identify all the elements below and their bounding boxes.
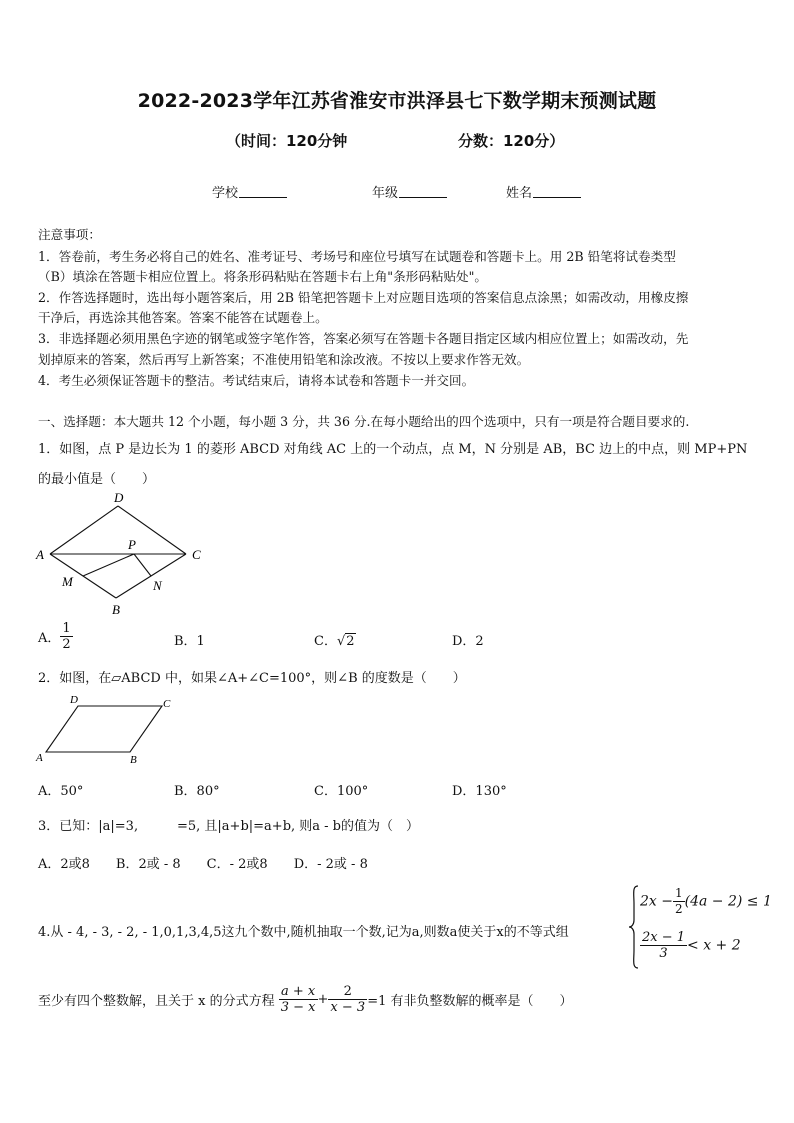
name-label: 姓名 <box>506 186 533 201</box>
q1-option-a-numerator: 1 <box>62 621 71 636</box>
q1-label-m: M <box>62 574 73 589</box>
q4-ineq2-fraction <box>640 930 687 961</box>
q1-label-a: A <box>36 547 44 562</box>
name-blank[interactable] <box>533 185 581 198</box>
note-line: 3．非选择题必须用黑色字迹的钢笔或签字笔作答，答案必须写在答题卡各题目指定区域内相应位置上；如需改动，先 <box>38 331 689 346</box>
q4-inequality-2 <box>640 930 741 961</box>
name-field <box>506 182 581 201</box>
q4-ineq1-right: (4a − 2) ≤ 1 <box>684 893 772 910</box>
q2-label-c: C <box>163 698 171 710</box>
q4-plus: + <box>317 992 329 1007</box>
q4-line2-text-a: 至少有四个整数解，且关于 x 的分式方程 <box>38 994 275 1009</box>
q2-label-a: A <box>36 752 43 764</box>
q2-parallelogram <box>46 706 162 752</box>
note-line: （B）填涂在答题卡相应位置上。将条形码粘贴在答题卡右上角"条形码粘贴处"。 <box>38 269 488 284</box>
q4-fraction-2 <box>328 984 367 1015</box>
q4-ineq2-right: < x + 2 <box>687 937 741 954</box>
q4-stem-line2 <box>38 984 572 1015</box>
q1-option-c-label: C． <box>314 634 337 649</box>
note-line: 划掉原来的答案，然后再写上新答案；不准使用铅笔和涂改液。不按以上要求作答无效。 <box>38 352 530 367</box>
q1-option-c-radicand: 2 <box>346 634 355 649</box>
q4-f1-denominator: 3 − x <box>280 1000 316 1015</box>
q1-option-b[interactable]: B．1 <box>174 634 205 649</box>
q2-stem: 2．如图，在▱ABCD 中，如果∠A+∠C=100°，则∠B 的度数是（ ） <box>38 671 466 686</box>
q1-label-n: N <box>153 578 162 593</box>
grade-label: 年级 <box>372 186 399 201</box>
exam-score: 分数：120分） <box>458 132 565 150</box>
note-line: 4．考生必须保证答题卡的整洁。考试结束后，请将本试卷和答题卡一并交回。 <box>38 373 475 388</box>
q1-option-c[interactable] <box>314 630 356 649</box>
note-line: 1．答卷前，考生务必将自己的姓名、准考证号、考场号和座位号填写在试题卷和答题卡上。用 2B 铅笔将试卷类型 <box>38 249 676 264</box>
q1-label-p: P <box>128 537 136 552</box>
q2-option-d[interactable]: D．130° <box>452 784 507 799</box>
q2-option-a[interactable]: A．50° <box>38 784 84 799</box>
q4-inequality-1 <box>640 886 772 917</box>
q1-edge-ad <box>50 506 118 554</box>
grade-field <box>372 182 447 201</box>
q1-stem-line1: 1．如图，点 P 是边长为 1 的菱形 ABCD 对角线 AC 上的一个动点，点 M，N 分别是 AB，BC 边上的中点，则 MP+PN <box>38 442 748 457</box>
q4-fraction-1 <box>279 984 318 1015</box>
q2-option-c[interactable]: C．100° <box>314 784 369 799</box>
q2-option-b[interactable]: B．80° <box>174 784 220 799</box>
sqrt-symbol: √ <box>336 634 346 649</box>
q2-label-b: B <box>130 754 137 766</box>
q1-rhombus-figure <box>30 488 210 620</box>
q4-ineq1-left: 2x − <box>640 893 673 910</box>
section-heading: 一、选择题：本大题共 12 个小题，每小题 3 分，共 36 分.在每小题给出的四个选项中，只有一项是符合题目要求的. <box>38 414 690 429</box>
q1-label-c: C <box>192 547 201 562</box>
q1-option-a-denominator: 2 <box>62 637 71 652</box>
q1-option-d[interactable]: D．2 <box>452 634 484 649</box>
q1-option-a[interactable] <box>38 621 73 652</box>
notes-heading: 注意事项： <box>38 227 101 242</box>
q1-segment-pn <box>134 554 151 576</box>
school-blank[interactable] <box>239 185 287 198</box>
exam-time: （时间：120分钟 <box>226 132 348 150</box>
q4-f1-numerator: a + x <box>279 984 318 1000</box>
q1-option-a-fraction <box>60 621 72 652</box>
page-title: 2022-2023学年江苏省淮安市洪泽县七下数学期末预测试题 <box>137 90 657 112</box>
q4-f2-denominator: x − 3 <box>330 1000 366 1015</box>
note-line: 2．作答选择题时，选出每小题答案后，用 2B 铅笔把答题卡上对应题目选项的答案信息点涂黑；如需改动，用橡皮擦 <box>38 290 689 305</box>
q1-segment-mp <box>83 554 134 576</box>
q4-ineq2-numerator: 2x − 1 <box>642 930 686 945</box>
q4-ineq1-numerator: 1 <box>674 886 683 900</box>
school-label: 学校 <box>212 186 239 201</box>
system-brace <box>628 884 640 970</box>
q4-ineq1-denominator: 2 <box>674 902 683 916</box>
q3-stem-part2: =5, 且|a+b|=a+b, 则a - b的值为（ ） <box>177 819 420 834</box>
q1-option-a-label: A． <box>38 631 61 646</box>
q1-stem-line2: 的最小值是（ ） <box>38 472 156 487</box>
grade-blank[interactable] <box>399 185 447 198</box>
q1-label-b: B <box>112 602 120 617</box>
note-line: 干净后，再选涂其他答案。答案不能答在试题卷上。 <box>38 310 328 325</box>
q1-label-d: D <box>114 490 124 505</box>
q4-stem: 4.从 - 4, - 3, - 2, - 1,0,1,3,4,5这九个数中,随机抽取一个数,记为a,则数a使关于x的不等式组 <box>38 925 569 940</box>
q2-parallelogram-figure <box>30 690 180 768</box>
school-field <box>212 182 287 201</box>
q4-line2-text-b: =1 有非负整数解的概率是（ ） <box>367 994 573 1009</box>
q4-ineq2-denominator: 3 <box>659 946 668 961</box>
q2-label-d: D <box>70 694 78 706</box>
q3-stem-part1: 3．已知：|a|=3, <box>38 819 139 834</box>
q4-f2-numerator: 2 <box>328 984 367 1000</box>
q3-options[interactable]: A．2或8 B．2或 - 8 C．- 2或8 D．- 2或 - 8 <box>38 857 368 872</box>
q4-ineq1-fraction <box>673 886 685 917</box>
